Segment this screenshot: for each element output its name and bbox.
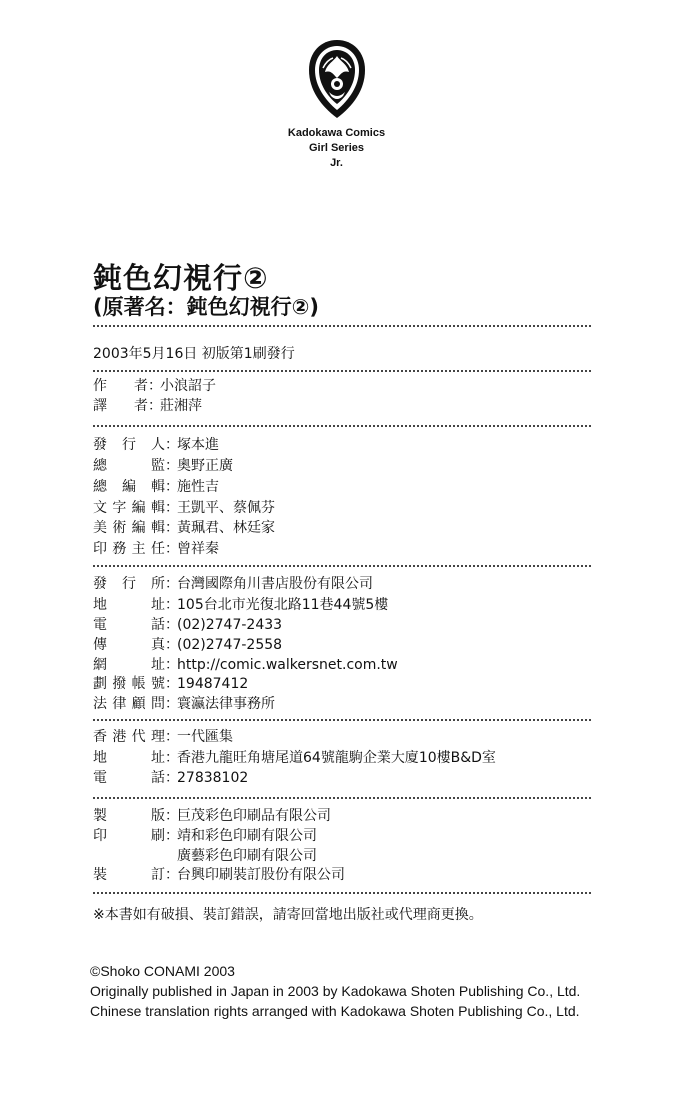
hk-agent-label: 地址 (93, 750, 165, 766)
printing-value: 台興印刷裝訂股份有限公司 (177, 867, 345, 883)
divider (93, 370, 591, 372)
staff-label: 印務主任 (93, 541, 165, 557)
staff-row: 總監：奧野正廣 (93, 458, 233, 474)
staff-row: 總編輯：施性吉 (93, 479, 219, 495)
printing-value: 廣藝彩色印刷有限公司 (177, 848, 317, 864)
book-title: 鈍色幻視行② (93, 261, 269, 295)
hk-agent-row: 地址：香港九龍旺角塘尾道64號龍駒企業大廈10樓B&D室 (93, 750, 496, 766)
copyright-line: ©Shoko CONAMI 2003 (90, 963, 235, 979)
credit-value: 莊湘萍 (160, 398, 202, 414)
staff-label: 發行人 (93, 437, 165, 453)
hk-agent-value: 香港九龍旺角塘尾道64號龍駒企業大廈10樓B&D室 (177, 750, 496, 766)
publisher-label: 劃撥帳號 (93, 676, 165, 692)
publication-line: Originally published in Japan in 2003 by Kadokawa Shoten Publishing Co., Ltd. (90, 983, 581, 999)
publisher-value: (02)2747-2558 (177, 637, 283, 653)
printing-row: 印刷：靖和彩色印刷有限公司 (93, 828, 317, 844)
publisher-row: 電話：(02)2747-2433 (93, 617, 283, 633)
publisher-value: 台灣國際角川書店股份有限公司 (177, 576, 373, 592)
imprint-line-2: Girl Series (308, 142, 365, 154)
publisher-label: 地址 (93, 597, 165, 613)
staff-row: 文字編輯：王凱平、蔡佩芬 (93, 500, 275, 516)
publisher-website[interactable]: http://comic.walkersnet.com.tw (177, 657, 398, 673)
printing-row: 製版：巨茂彩色印刷品有限公司 (93, 808, 331, 824)
publisher-label: 網址 (93, 657, 165, 673)
original-title: (原著名：鈍色幻視行②) (93, 295, 319, 319)
publisher-label: 電話 (93, 617, 165, 633)
publisher-label: 傳真 (93, 637, 165, 653)
publisher-row: 劃撥帳號：19487412 (93, 676, 249, 692)
printing-label: 印刷 (93, 828, 165, 844)
divider (93, 719, 591, 721)
printing-value: 巨茂彩色印刷品有限公司 (177, 808, 331, 824)
publisher-value: 19487412 (177, 676, 249, 692)
publisher-row: 網址：http://comic.walkersnet.com.tw (93, 657, 398, 673)
staff-label: 總監 (93, 458, 165, 474)
staff-row: 美術編輯：黃珮君、林廷家 (93, 520, 275, 536)
staff-label: 總編輯 (93, 479, 165, 495)
publisher-label: 法律顧問 (93, 696, 165, 712)
staff-value: 黃珮君、林廷家 (177, 520, 275, 536)
publisher-logo (0, 38, 673, 120)
edition-date: 2003年5月16日 初版第1刷發行 (93, 346, 295, 362)
staff-value: 奧野正廣 (177, 458, 233, 474)
replacement-notice: ※本書如有破損、裝訂錯誤，請寄回當地出版社或代理商更換。 (93, 907, 483, 923)
printing-label: 製版 (93, 808, 165, 824)
publisher-value: (02)2747-2433 (177, 617, 283, 633)
staff-value: 曾祥秦 (177, 541, 219, 557)
staff-row: 發行人：塚本進 (93, 437, 219, 453)
divider (93, 797, 591, 799)
staff-label: 文字編輯 (93, 500, 165, 516)
publisher-row: 發行所：台灣國際角川書店股份有限公司 (93, 576, 373, 592)
printing-row: 裝訂：台興印刷裝訂股份有限公司 (93, 867, 345, 883)
imprint-label (0, 126, 673, 171)
hk-agent-label: 電話 (93, 770, 165, 786)
hk-agent-row: 香港代理：一代匯集 (93, 729, 233, 745)
publisher-row: 地址：105台北市光復北路11巷44號5樓 (93, 597, 389, 613)
publisher-value: 寰瀛法律事務所 (177, 696, 275, 712)
credit-value: 小浪詔子 (160, 378, 216, 394)
divider (93, 892, 591, 894)
staff-row: 印務主任：曾祥秦 (93, 541, 219, 557)
divider (93, 325, 591, 327)
credit-label: 作者 (93, 378, 148, 394)
divider (93, 565, 591, 567)
printing-row (93, 847, 317, 865)
publisher-row: 傳真：(02)2747-2558 (93, 637, 283, 653)
printing-value: 靖和彩色印刷有限公司 (177, 828, 317, 844)
credit-label: 譯者 (93, 398, 148, 414)
publisher-value: 105台北市光復北路11巷44號5樓 (177, 597, 389, 613)
hk-agent-value: 一代匯集 (177, 729, 233, 745)
divider (93, 425, 591, 427)
printing-label: 裝訂 (93, 867, 165, 883)
staff-label: 美術編輯 (93, 520, 165, 536)
staff-value: 王凱平、蔡佩芬 (177, 500, 275, 516)
imprint-line-1: Kadokawa Comics (287, 127, 386, 139)
staff-value: 塚本進 (177, 437, 219, 453)
hk-agent-value: 27838102 (177, 770, 249, 786)
staff-value: 施性吉 (177, 479, 219, 495)
credit-row: 譯者：莊湘萍 (93, 398, 202, 414)
copyright-block (90, 961, 580, 1021)
publisher-label: 發行所 (93, 576, 165, 592)
imprint-line-3: Jr. (330, 157, 343, 169)
phoenix-crest-icon (303, 38, 371, 120)
hk-agent-label: 香港代理 (93, 729, 165, 745)
hk-agent-row: 電話：27838102 (93, 770, 249, 786)
credit-row: 作者：小浪詔子 (93, 378, 216, 394)
translation-rights-line: Chinese translation rights arranged with Kadokawa Shoten Publishing Co., Ltd. (90, 1003, 580, 1019)
publisher-row: 法律顧問：寰瀛法律事務所 (93, 696, 275, 712)
